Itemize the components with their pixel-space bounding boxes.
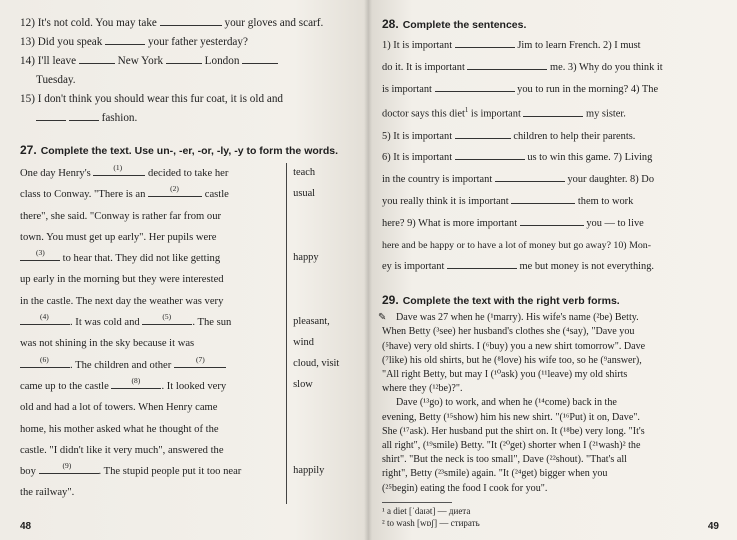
ex28-line-9: here? 9) What is more important you — to live xyxy=(382,213,721,235)
item-12: 12) It's not cold. You may take your gloves and scarf. xyxy=(20,14,354,33)
page-number-right: 49 xyxy=(707,521,719,532)
hint-teach: teach xyxy=(293,167,316,178)
hint-slow: slow xyxy=(293,379,313,390)
ex29-line-5: "All right Betty, but may I (¹⁰ask) you (¹¹leave) my old shirts xyxy=(382,369,628,381)
page-number-left: 48 xyxy=(20,521,32,532)
ex29-line-9: She (¹⁷ask). Her husband put the shirt on. It (¹⁸be) very long. "It's xyxy=(382,425,645,437)
item-14-cont: Tuesday. xyxy=(36,74,76,86)
ex27-line-12: old and had a lot of towers. When Henry came xyxy=(20,402,218,414)
item-14: 14) I'll leave New York London xyxy=(20,52,354,71)
ex27-line-1: One day Henry's (1) decided to take her xyxy=(20,163,229,179)
item-15: 15) I don't think you should wear this fur coat, it is old and xyxy=(20,93,284,105)
ex29-line-4: (⁷like) his old shirts, but he (⁸love) his wife too, so he (⁹answer), xyxy=(382,354,642,366)
ex27-line-10: (6) . The children and other (7) xyxy=(20,355,280,376)
ex27-line-4: town. You must get up early". Her pupils were xyxy=(20,231,217,243)
ex28-line-2: do it. It is important me. 3) Why do you think it xyxy=(382,57,721,79)
hint-usual: usual xyxy=(293,188,316,199)
hint-cloud-visit: cloud, visit xyxy=(293,358,340,369)
ex28-line-6: 6) It is important us to win this game. 7) Living xyxy=(382,147,721,169)
ex27-line-7: in the castle. The next day the weather was very xyxy=(20,295,224,307)
footnote-2: ² to wash [wɒʃ] — стирать xyxy=(382,517,480,528)
ex29-line-1: Dave was 27 when he (¹marry). His wife's name (²be) Betty. xyxy=(396,312,639,324)
left-page xyxy=(0,0,368,540)
ex27-text-box xyxy=(20,163,354,504)
hint-happily: happily xyxy=(293,465,325,476)
book-gutter xyxy=(364,0,372,540)
ex27-line-13: home, his mother asked what he thought of the xyxy=(20,423,219,435)
ex27-title: 27. Complete the text. Use un-, -er, -or, -ly, -y to form the words. xyxy=(20,143,339,157)
ex27-hints xyxy=(287,163,354,504)
ex28-line-3: is important you to run in the morning? 4) The xyxy=(382,79,721,101)
ex28-title: 28. Complete the sentences. xyxy=(382,17,527,31)
ex28-line-1: 1) It is important Jim to learn French. 2) I must xyxy=(382,35,721,57)
ex28-text xyxy=(382,35,721,278)
ex29-line-12: right", Betty (²³smile) again. "It (²⁴get) bigger when you xyxy=(382,468,608,480)
ex29-text xyxy=(378,311,721,496)
ex27-text xyxy=(20,163,287,504)
ex27-line-11: came up to the castle (8) . It looked very xyxy=(20,375,227,392)
ex28-line-5: 5) It is important children to help their parents. xyxy=(382,126,721,148)
ex28-line-11: ey is important me but money is not everything. xyxy=(382,256,721,278)
ex27-line-15: boy (9) . The stupid people put it too near xyxy=(20,461,242,478)
ex28-line-8: you really think it is important them to work xyxy=(382,191,721,213)
ex27-line-3: there", she said. "Conway is rather far from our xyxy=(20,210,222,222)
ex29-line-8: evening, Betty (¹⁵show) him his new shirt. "(¹⁶Put) it on, Dave". xyxy=(382,411,640,423)
ex27-line-2: class to Conway. "There is an (2) castle xyxy=(20,184,229,201)
hint-wind: wind xyxy=(293,337,314,348)
ex28-line-10: here and be happy or to have a lot of money but go away? 10) Mon- xyxy=(382,239,652,251)
ex29-title: 29. Complete the text with the right verb forms. xyxy=(382,293,620,308)
ex29-line-2: When Betty (³see) her husband's clothes she (⁴say), "Dave you xyxy=(382,326,635,338)
ex27-line-9: was not shining in the sky because it was xyxy=(20,338,195,350)
ex29-line-6: where they (¹²be)?". xyxy=(382,383,463,395)
ex29-line-3: (⁵have) very old shirts. I (⁶buy) you a new shirt tomorrow". Dave xyxy=(382,340,646,352)
ex29-line-11: shirt". "But the neck is too small", Dave (²²shout). "That's all xyxy=(382,454,627,466)
footnote-1: ¹ a diet [ˈdaɪət] — диета xyxy=(382,505,471,516)
ex27-line-14: castle. "I didn't like it very much", answered the xyxy=(20,444,224,456)
ex29-line-10: all right", (¹⁹smile) Betty. "It (²⁰get) shorter when I (²¹wash)² the xyxy=(382,440,641,452)
ex28-line-7: in the country is important your daughter. 8) Do xyxy=(382,169,721,191)
item-15-cont: fashion. xyxy=(20,109,354,128)
item-13: 13) Did you speak your father yesterday? xyxy=(20,33,354,52)
pen-mark-icon: ✎ xyxy=(378,312,387,324)
ex29-line-7: Dave (¹³go) to work, and when he (¹⁴come) back in the xyxy=(396,397,617,409)
ex27-line-16: the railway". xyxy=(20,487,75,499)
ex27-line-5: (3) to hear that. They did not like getting xyxy=(20,248,280,269)
ex27-line-8: (4) . It was cold and (5) . The sun xyxy=(20,312,280,333)
ex27-line-6: up early in the morning but they were interested xyxy=(20,274,224,286)
footnotes xyxy=(382,502,480,529)
ex28-line-4: doctor says this diet$^1$ is important my sister. xyxy=(382,106,626,120)
hint-pleasant: pleasant, xyxy=(293,316,330,327)
hint-happy: happy xyxy=(293,252,319,263)
ex29-line-13: (²⁵begin) eating the food I cook for you". xyxy=(382,482,548,494)
right-page xyxy=(368,0,737,540)
